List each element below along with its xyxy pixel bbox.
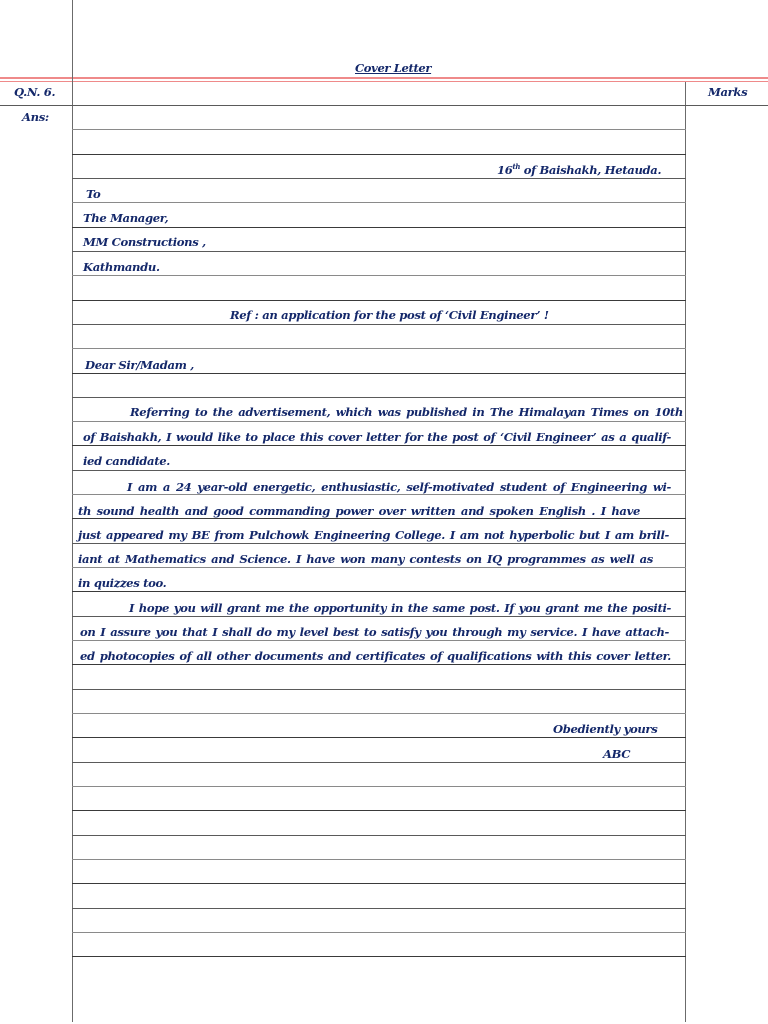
rule-line — [72, 737, 686, 738]
rule-line — [72, 251, 686, 252]
rule-line — [72, 616, 686, 617]
address-to: To — [86, 187, 101, 201]
rule-line — [72, 713, 686, 714]
rule-line — [72, 859, 686, 860]
paragraph-2-line-3: just appeared my BE from Pulchowk Engineering College. I am not hyperbolic but I am brill- — [78, 528, 669, 542]
paragraph-1-line-2: of Baishakh, I would like to place this cover letter for the post of ‘Civil Engineer’ as a qualif- — [83, 430, 671, 444]
rule-line — [72, 810, 686, 811]
address-line-1: The Manager, — [83, 211, 169, 225]
rule-line — [72, 786, 686, 787]
rule-line — [72, 421, 686, 422]
paragraph-1-line-3: ied candidate. — [83, 454, 170, 468]
rule-line — [72, 324, 686, 325]
reference-line: Ref : an application for the post of ‘Civil Engineer’ ! — [230, 308, 549, 322]
rule-line — [72, 129, 686, 130]
rule-line — [72, 567, 686, 568]
rule-line — [72, 154, 686, 155]
rule-line — [72, 956, 686, 957]
date-suffix: th — [512, 162, 521, 171]
question-number-label: Q.N. 6. — [14, 85, 56, 99]
address-line-2: MM Constructions , — [83, 235, 206, 249]
rule-line — [72, 883, 686, 884]
signature: ABC — [603, 747, 631, 761]
salutation: Dear Sir/Madam , — [85, 358, 194, 372]
address-line-3: Kathmandu. — [83, 260, 160, 274]
document-title: Cover Letter — [355, 61, 432, 75]
marks-label: Marks — [708, 85, 748, 99]
paragraph-3-line-1: I hope you will grant me the opportunity in the same post. If you grant me the positi- — [129, 601, 671, 615]
rule-line — [72, 470, 686, 471]
rule-line — [72, 591, 686, 592]
rule-line — [72, 664, 686, 665]
rule-line — [0, 105, 768, 106]
rule-line — [72, 762, 686, 763]
paragraph-2-line-5: in quizzes too. — [78, 576, 167, 590]
rule-line — [72, 835, 686, 836]
rule-line — [72, 397, 686, 398]
paragraph-2-line-2: th sound health and good commanding power over written and spoken English . I have — [78, 504, 640, 518]
letter-date — [497, 162, 661, 178]
rule-line — [72, 640, 686, 641]
right-margin-line — [685, 82, 686, 1022]
rule-line — [72, 689, 686, 690]
paragraph-2-line-4: iant at Mathematics and Science. I have won many contests on IQ programmes as well as — [78, 552, 653, 566]
rule-line — [72, 543, 686, 544]
rule-line — [72, 348, 686, 349]
paragraph-3-line-2: on I assure you that I shall do my level best to satisfy you through my service. I have attach- — [80, 625, 669, 639]
rule-line — [72, 445, 686, 446]
date-day: 16 — [497, 163, 513, 177]
paragraph-2-line-1: I am a 24 year-old energetic, enthusiastic, self-motivated student of Engineering wi- — [127, 480, 671, 494]
rule-line — [72, 300, 686, 301]
closing: Obediently yours — [553, 722, 658, 736]
header-red-line-bottom — [0, 81, 768, 82]
rule-line — [72, 932, 686, 933]
rule-line — [72, 908, 686, 909]
date-rest: of Baishakh, Hetauda. — [520, 163, 662, 177]
rule-line — [72, 202, 686, 203]
paragraph-1-line-1: Referring to the advertisement, which was published in The Himalayan Times on 10th — [130, 405, 683, 419]
paragraph-3-line-3: ed photocopies of all other documents and certificates of qualifications with this cover letter. — [80, 649, 671, 663]
rule-line — [72, 275, 686, 276]
rule-line — [72, 227, 686, 228]
header-red-line-top — [0, 77, 768, 79]
rule-line — [72, 178, 686, 179]
rule-line — [72, 373, 686, 374]
answer-label: Ans: — [22, 110, 49, 124]
